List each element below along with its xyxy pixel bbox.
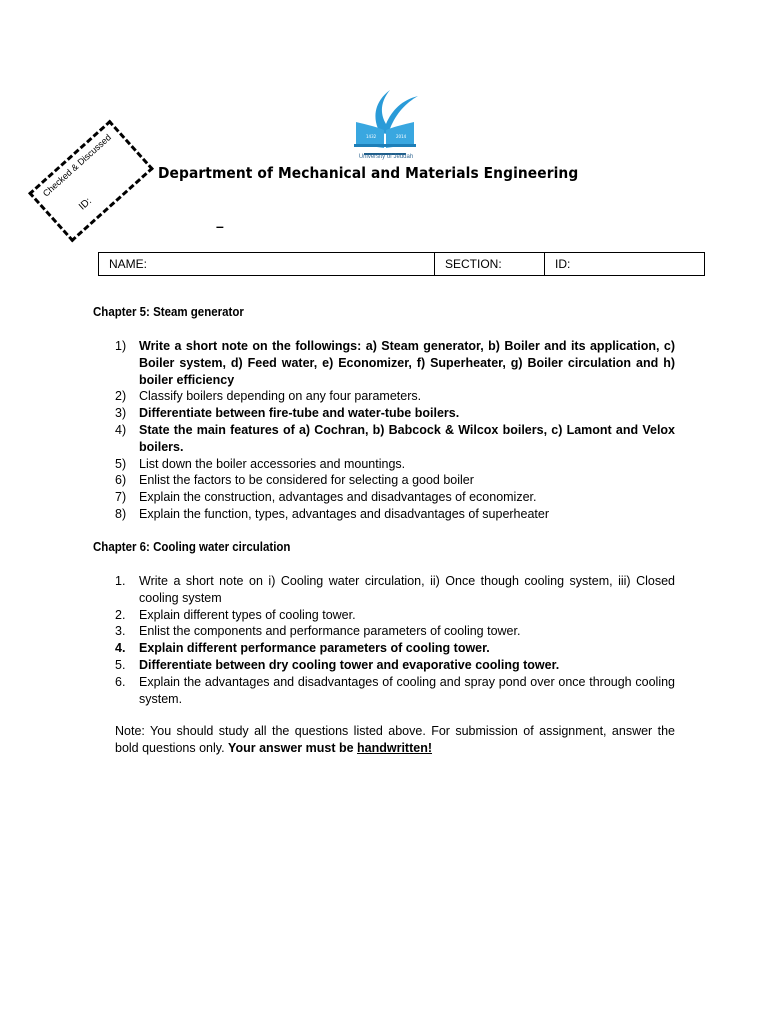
note-text: Note: You should study all the questions listed above. For submission of assignment, answer the bold questions only. bbox=[115, 724, 675, 755]
list-item: 4) State the main features of a) Cochran, b) Babcock & Wilcox boilers, c) Lamont and Velox boilers. bbox=[115, 422, 675, 454]
id-field[interactable] bbox=[545, 253, 704, 275]
list-item: 5) List down the boiler accessories and mountings. bbox=[115, 456, 406, 471]
list-item: 3) Differentiate between fire-tube and water-tube boilers. bbox=[115, 406, 460, 421]
list-item: 8) Explain the function, types, advantages and disadvantages of superheater bbox=[115, 506, 550, 521]
stamp-checked-text: Checked & Discussed bbox=[40, 132, 114, 199]
book-logo-icon bbox=[350, 88, 420, 158]
list-item: 2. Explain different types of cooling tower. bbox=[115, 607, 356, 622]
department-title: Department of Mechanical and Materials Engineering bbox=[158, 164, 579, 182]
university-logo bbox=[350, 88, 420, 164]
submission-note bbox=[115, 723, 675, 757]
stamp-id-label: ID: bbox=[77, 195, 94, 213]
section-field[interactable] bbox=[435, 253, 545, 275]
list-item: 5. Differentiate between dry cooling tower and evaporative cooling tower. bbox=[115, 657, 560, 672]
note-bold-text: Your answer must be bbox=[228, 741, 358, 755]
chapter5-heading: Chapter 5: Steam generator bbox=[93, 305, 244, 319]
list-item: 3. Enlist the components and performance parameters of cooling tower. bbox=[115, 624, 521, 639]
id-label: ID: bbox=[555, 257, 571, 271]
list-item: 6. Explain the advantages and disadvantages of cooling and spray pond over once through cooling system. bbox=[115, 674, 675, 706]
list-item: 2) Classify boilers depending on any four parameters. bbox=[115, 389, 422, 404]
section-label: SECTION: bbox=[445, 257, 502, 271]
chapter6-question-list bbox=[115, 573, 675, 707]
chapter6-heading: Chapter 6: Cooling water circulation bbox=[93, 540, 291, 554]
svg-text:2014: 2014 bbox=[396, 134, 407, 139]
student-info-table bbox=[98, 252, 705, 276]
svg-text:1432: 1432 bbox=[366, 134, 377, 139]
list-item: 1. Write a short note on i) Cooling water circulation, ii) Once though cooling system, iii) Closed cooling system bbox=[115, 574, 675, 605]
list-item: 1) Write a short note on the followings: a) Steam generator, b) Boiler and its application, c) Boiler system, d) Feed water, e) Economizer, f) Superheater, g) Boiler circulation and h) boiler efficiency bbox=[115, 339, 675, 387]
note-handwritten-text: handwritten! bbox=[357, 741, 433, 755]
list-item: 7) Explain the construction, advantages and disadvantages of economizer. bbox=[115, 490, 537, 505]
name-field[interactable] bbox=[99, 253, 435, 275]
list-item: 6) Enlist the factors to be considered for selecting a good boiler bbox=[115, 473, 474, 488]
list-item: 4. Explain different performance parameters of cooling tower. bbox=[115, 641, 490, 656]
chapter5-question-list bbox=[115, 338, 675, 523]
dash-mark: – bbox=[216, 218, 224, 234]
checked-stamp bbox=[28, 120, 154, 243]
name-label: NAME: bbox=[109, 257, 148, 271]
logo-caption: University of Jeddah bbox=[358, 154, 414, 160]
